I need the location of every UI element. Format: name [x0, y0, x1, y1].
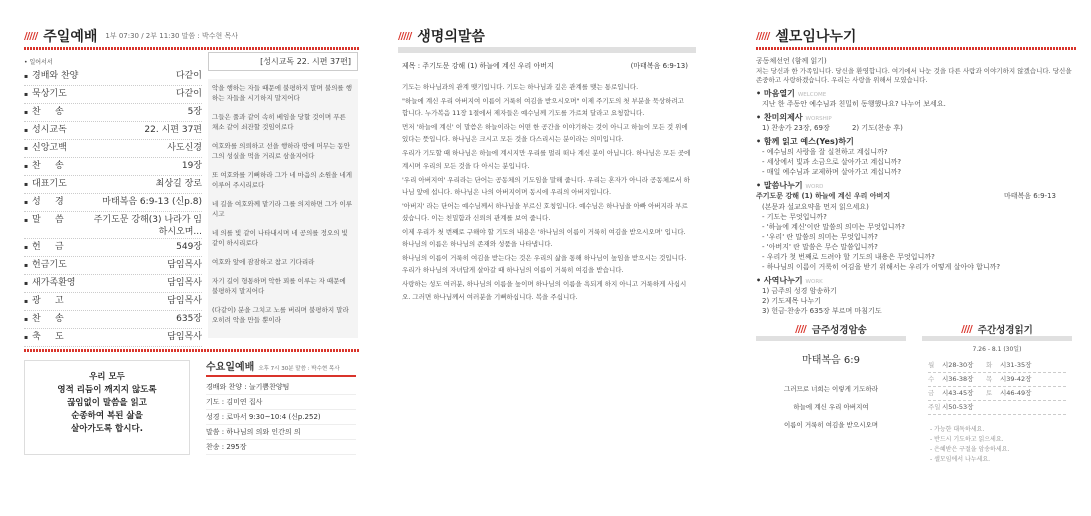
- section-line: - 세상에서 빛과 소금으로 살아가고 계십니까?: [762, 158, 902, 166]
- motto-lines: [25, 371, 189, 436]
- section-title: • 마음열기 WELCOME: [756, 89, 827, 98]
- sermon-paragraph: '아버지' 라는 단어는 예수님께서 하나님을 부르신 호칭입니다. 예수님은 하나님을 아빠 아버지라 부르셨습니다. 이는 친밀함과 신뢰의 관계를 보여 줍니다.: [402, 201, 688, 222]
- sermon-paragraph: 기도는 하나님과의 관계 맺기입니다. 기도는 하나님과 깊은 관계를 맺는 통로입니다.: [402, 83, 639, 91]
- motto-line: 우리 모두: [89, 372, 125, 382]
- section-line: 3) 헌금·찬송가 635장 부르며 마침기도: [762, 307, 882, 315]
- order-value: 담임목사: [167, 296, 202, 306]
- reading-cell: 시39-42장: [1000, 375, 1032, 383]
- order-value: 최상길 장로: [155, 179, 202, 189]
- reading-note: - 가능한 대독하세요.: [930, 426, 985, 433]
- order-value: 담임목사: [167, 260, 202, 270]
- weekly-reading: [922, 322, 1072, 465]
- order-header: • 일어서서: [24, 59, 53, 66]
- responsive-reading: [208, 50, 358, 347]
- sermon-paragraph: 사랑하는 성도 여러분, 하나님의 이름을 높이며 하나님의 이름을 욕되게 하지 아니고 거룩하게 사십시오. 그러면 하나님께서 여러분을 기뻐하십니다. 복을 주십니다.: [402, 280, 687, 301]
- worship-header: [24, 25, 360, 47]
- wed-line: 성경 : 로마서 9:30~10:4 (신p.252): [206, 410, 356, 425]
- order-label: 말 씀: [32, 215, 64, 225]
- word-heading-row: [756, 191, 1076, 202]
- memory-ref: 마태복음 6:9: [802, 355, 860, 366]
- wed-title: 수요일예배: [206, 362, 255, 373]
- order-row: [24, 275, 202, 293]
- wed-line: 경배와 찬양 : 늘기쁨찬양팀: [206, 380, 356, 395]
- responsive-title: [성시교독 22. 시편 37편]: [208, 52, 358, 71]
- section-line: (본문과 설교요약을 먼저 읽으세요): [762, 203, 869, 211]
- sermon-column: [398, 0, 696, 516]
- reading-cell: 시31-35장: [1000, 361, 1032, 369]
- sermon-paragraph: "하늘에 계신 우리 아버지여 이름이 거룩히 여김을 받으시오며" 이제 주기도의 첫 부분을 묵상하려고 합니다. 누가복음 11장 1절에서 제자들은 예수님께 기도를 가르쳐 달라고 요청합니다.: [402, 97, 684, 118]
- header-stripes: /////: [24, 30, 38, 42]
- motto-line: 끊임없이 말씀을 읽고: [67, 398, 147, 408]
- wed-line: 기도 : 김미연 집사: [206, 395, 356, 410]
- word-ref: 마태복음 6:9-13: [1004, 192, 1056, 200]
- reading-note: - 은혜받은 구절을 암송하세요.: [930, 446, 1010, 453]
- header-stripes: /////: [398, 30, 412, 42]
- responsive-line: (다같이) 분을 그치고 노를 버리며 불평하지 말라 오히려 악을 만들 뿐이라: [212, 306, 349, 324]
- memory-line: 이름이 거룩히 여김을 받으시오며: [783, 421, 879, 429]
- memory-line: 하늘에 계신 우리 아버지여: [793, 403, 869, 411]
- responsive-line: 자기 길이 형통하며 악한 꾀를 이루는 자 때문에 불평하지 말지어다: [212, 277, 346, 295]
- responsive-line: 여호와를 의뢰하고 선을 행하라 땅에 머무는 동안 그의 성실을 먹을 거리로 삼을지어다: [212, 142, 350, 160]
- order-label: 찬 송: [32, 161, 64, 171]
- order-bullet: ▪: [24, 163, 29, 170]
- reading-note: - 셀모임에서 나누세요.: [930, 456, 991, 463]
- section-title-text: 찬미의제사: [763, 113, 803, 122]
- order-bullet: ▪: [24, 244, 29, 251]
- reading-cell: 수: [928, 375, 935, 383]
- reading-cell: 토: [986, 389, 993, 397]
- order-row: [24, 122, 202, 140]
- sermon-subject: 제목 : 주기도문 강해 (1) 하늘에 계신 우리 아버지: [402, 62, 554, 70]
- motto-box: [24, 360, 190, 455]
- order-row: [24, 68, 202, 86]
- reading-cell: 시50-53장: [942, 403, 974, 411]
- order-value: 다같이: [175, 71, 202, 81]
- reading-row: [928, 359, 1066, 373]
- order-value: 22. 시편 37편: [144, 125, 202, 135]
- wednesday-service: [206, 358, 356, 455]
- order-bullet: ▪: [24, 181, 29, 188]
- memory-text: [756, 380, 906, 434]
- responsive-line: 또 여호와를 기뻐하라 그가 네 마음의 소원을 네게 이루어 주시리로다: [212, 171, 353, 189]
- header-stripes: /////: [756, 30, 770, 42]
- section-title: • 말씀나누기 WORD: [756, 181, 824, 190]
- section-title-text: 함께 읽고 예스(Yes)하기: [763, 137, 854, 146]
- order-label: 성시교독: [32, 125, 67, 135]
- section-line: - '아버지' 란 말씀은 무슨 말씀입니까?: [762, 243, 878, 251]
- order-row: [24, 176, 202, 194]
- section-line: - 우리가 첫 번째로 드려야 할 기도의 내용은 무엇입니까?: [762, 253, 935, 261]
- order-row: [24, 212, 202, 239]
- section-line: 지난 한 주동안 예수님과 친밀히 동행했나요? 나누어 보세요.: [762, 100, 946, 108]
- order-label: 찬 송: [32, 107, 64, 117]
- section-title-en: WORSHIP: [805, 116, 832, 122]
- sermon-paragraph: 하나님의 이름이 거룩히 여김을 받는다는 것은 우리의 삶을 통해 하나님이 높임을 받으시는 것입니다. 우리가 하나님의 자녀답게 살아갈 때 하나님의 이름이 거룩히 여김을 받습니다.: [402, 254, 687, 275]
- worship-title: 주일예배: [43, 29, 98, 45]
- motto-line: 살아가도록 합시다.: [71, 424, 143, 434]
- order-label: 경배와 찬양: [32, 71, 79, 81]
- section-line: 1) 찬송가 23장, 69장 2) 기도(찬송 후): [762, 124, 903, 132]
- order-bullet: ▪: [24, 316, 29, 323]
- responsive-line: 네 길을 여호와께 맡기라 그를 의지하면 그가 이루시고: [212, 200, 353, 218]
- header-bar: [398, 47, 696, 53]
- order-bullet: ▪: [24, 334, 29, 341]
- order-row: [24, 140, 202, 158]
- section-title-text: 사역나누기: [763, 276, 803, 285]
- sermon-paragraph: 이제 우리가 첫 번째로 구해야 할 기도의 내용은 '하나님의 이름이 거룩히 여김을 받으시오며' 입니다. 하나님의 이름은 하나님의 존재와 성품을 나타냅니다.: [402, 228, 686, 249]
- reading-notes: [922, 425, 1072, 465]
- section-line: 1) 금주의 성경 암송하기: [762, 287, 837, 295]
- reading-cell: 금: [928, 389, 935, 397]
- order-label: 신앙고백: [32, 143, 67, 153]
- memory-title: 금주성경암송: [811, 325, 867, 336]
- order-label: 광 고: [32, 296, 64, 306]
- reading-table: [922, 359, 1072, 415]
- order-label: 축 도: [32, 332, 64, 342]
- responsive-line: 여호와 앞에 잠잠하고 참고 기다리라: [212, 258, 315, 266]
- reading-title: 주간성경읽기: [977, 325, 1033, 336]
- reading-dates: 7.26 - 8.1 (30일): [972, 346, 1022, 353]
- order-row: [24, 158, 202, 176]
- section-line: 2) 기도제목 나누기: [762, 297, 821, 305]
- reading-row: [928, 401, 1066, 415]
- reading-cell: [986, 401, 1000, 414]
- word-heading: 주기도문 강해 (1) 하늘에 계신 우리 아버지: [756, 192, 891, 200]
- reading-row: [928, 387, 1066, 401]
- motto-line: 영적 리듬이 깨지지 않도록: [57, 385, 157, 395]
- sermon-paragraph: 먼저 '하늘에 계신' 이 말씀은 하늘이라는 어떤 한 공간을 이야기하는 것이 아니고 하늘이 모든 것 위에 있다는 뜻입니다. 하나님은 크시고 모든 것을 다스리시는 분이라는 의미입니다.: [402, 123, 688, 144]
- reading-note: - 반드시 기도하고 읽으세요.: [930, 436, 1004, 443]
- order-bullet: ▪: [24, 127, 29, 134]
- sermon-paragraph: '우리 아버지여' 우리라는 단어는 공동체의 기도임을 말해 줍니다. 우리는 혼자가 아니라 공동체로서 하나님 앞에 섭니다. 하나님은 나의 아버지이며 동시에 우리의 아버지입니다.: [402, 175, 690, 196]
- sermon-title: 생명의말씀: [417, 29, 485, 45]
- section-line: - 하나님의 이름이 거룩히 여김을 받기 위해서는 우리가 어떻게 살아야 합니까?: [762, 263, 1001, 271]
- order-value: 마태복음 6:9-13 (신p.8): [102, 197, 202, 207]
- order-bullet: ▪: [24, 199, 29, 206]
- cell-title: 셀모임나누기: [775, 29, 857, 45]
- responsive-line: 네 의를 빛 같이 나타내시며 네 공의를 정오의 빛 같이 하시리로다: [212, 229, 348, 247]
- order-value: 사도신경: [167, 143, 202, 153]
- header-stripes: ////: [961, 323, 972, 335]
- wed-list: [206, 380, 356, 455]
- order-row: [24, 239, 202, 257]
- worship-times: 1부 07:30 / 2부 11:30 말씀 : 박수현 목사: [105, 32, 239, 40]
- order-of-service: [24, 50, 202, 347]
- worship-column: [24, 0, 360, 516]
- order-label: 대표기도: [32, 179, 67, 189]
- order-label: 묵상기도: [32, 89, 67, 99]
- sermon-body: [398, 81, 696, 303]
- cell-column: [756, 0, 1076, 516]
- order-row: [24, 311, 202, 329]
- section-line: - '우리' 란 말씀의 의미는 무엇입니까?: [762, 233, 878, 241]
- order-value: 주기도문 강해(3) 나라가 임하시오며...: [93, 215, 202, 237]
- order-value: 담임목사: [167, 332, 202, 342]
- order-list: [24, 68, 202, 347]
- section-title-text: 말씀나누기: [763, 181, 803, 190]
- header-rule: [756, 47, 1076, 50]
- section-title-text: 마음열기: [763, 89, 795, 98]
- order-bullet: ▪: [24, 280, 29, 287]
- cell-header: [756, 25, 1076, 47]
- order-value: 다같이: [175, 89, 202, 99]
- order-value: 담임목사: [167, 278, 202, 288]
- reading-cell: 목: [986, 375, 993, 383]
- order-bullet: ▪: [24, 73, 29, 80]
- wed-line: 말씀 : 하나님의 의와 인간의 의: [206, 425, 356, 440]
- order-value: 635장: [176, 314, 202, 324]
- section-title-en: WORK: [805, 279, 823, 285]
- order-label: 헌 금: [32, 242, 64, 252]
- reading-cell: 시28-30장: [942, 361, 974, 369]
- reading-cell: 시46-49장: [1000, 389, 1032, 397]
- order-row: [24, 257, 202, 275]
- motto-line: 순종하여 복된 삶을: [71, 411, 143, 421]
- reading-cell: 월: [928, 361, 935, 369]
- reading-cell: 주일: [928, 403, 941, 411]
- section-line: - 매일 예수님과 교제하며 살아가고 계십니까?: [762, 168, 902, 176]
- section-title: • 함께 읽고 예스(Yes)하기: [756, 137, 854, 146]
- section-title: • 찬미의제사 WORSHIP: [756, 113, 832, 122]
- reading-row: [928, 373, 1066, 387]
- section-line: - '하늘에 계신'이란 말씀의 의미는 무엇입니까?: [762, 223, 905, 231]
- order-bullet: ▪: [24, 91, 29, 98]
- order-row: [24, 194, 202, 212]
- order-value: 549장: [176, 242, 202, 252]
- memory-verse: [756, 322, 906, 465]
- order-row: [24, 104, 202, 122]
- order-bullet: ▪: [24, 145, 29, 152]
- order-row: [24, 293, 202, 311]
- opening-title: 공동체선언 (함께 읽기): [756, 57, 827, 65]
- cell-sections: [756, 88, 1076, 316]
- responsive-line: 그들은 풀과 같이 속히 베임을 당할 것이며 푸른 채소 같이 쇠잔할 것임이로다: [212, 113, 346, 131]
- order-bullet: ▪: [24, 298, 29, 305]
- order-label: 찬 송: [32, 314, 64, 324]
- section-line: - 예수님의 사랑을 잘 실천하고 계십니까?: [762, 148, 888, 156]
- section-title-en: WELCOME: [797, 92, 827, 98]
- wed-line: 찬송 : 295장: [206, 440, 356, 455]
- reading-cell: 시36-38장: [942, 375, 974, 383]
- order-bullet: ▪: [24, 217, 29, 224]
- order-bullet: ▪: [24, 109, 29, 116]
- order-label: 헌금기도: [32, 260, 67, 270]
- section-line: - 기도는 무엇입니까?: [762, 213, 827, 221]
- reading-cell: 시43-45장: [942, 389, 974, 397]
- order-row: [24, 86, 202, 104]
- sermon-header: [398, 25, 696, 47]
- order-label: 새가족환영: [32, 278, 76, 288]
- memory-line: 그러므로 너희는 이렇게 기도하라: [783, 385, 879, 393]
- order-value: 5장: [187, 107, 202, 117]
- order-row: [24, 329, 202, 347]
- responsive-list: [208, 79, 358, 338]
- sermon-paragraph: 우리가 기도할 때 하나님은 하늘에 계시지만 우리를 멀리 떠나 계신 분이 아닙니다. 하나님은 모든 곳에 계시며 우리의 모든 것을 다 아시는 분입니다.: [402, 149, 691, 170]
- reading-cell: [1000, 401, 1044, 414]
- header-stripes: ////: [795, 323, 806, 335]
- wed-sub: 오후 7시 30분 말씀 : 박수현 목사: [258, 366, 340, 372]
- section-title: • 사역나누기 WORK: [756, 276, 823, 285]
- order-bullet: ▪: [24, 262, 29, 269]
- order-value: 19장: [181, 161, 202, 171]
- order-label: 성 경: [32, 197, 64, 207]
- responsive-line: 악을 행하는 자들 때문에 불평하지 말며 불의를 행하는 자들을 시기하지 말지어다: [212, 84, 353, 102]
- section-title-en: WORD: [805, 184, 824, 190]
- opening-text: 저는 당신과 한 가족입니다. 당신을 환영합니다. 여기에서 나눈 것을 다른 사람과 이야기하지 않겠습니다. 당신을 존중하고 사랑하겠습니다. 우리는 사랑을 위해서 모였습니다.: [756, 67, 1072, 84]
- sermon-ref: (마태복음 6:9-13): [630, 62, 688, 70]
- reading-cell: 화: [986, 361, 993, 369]
